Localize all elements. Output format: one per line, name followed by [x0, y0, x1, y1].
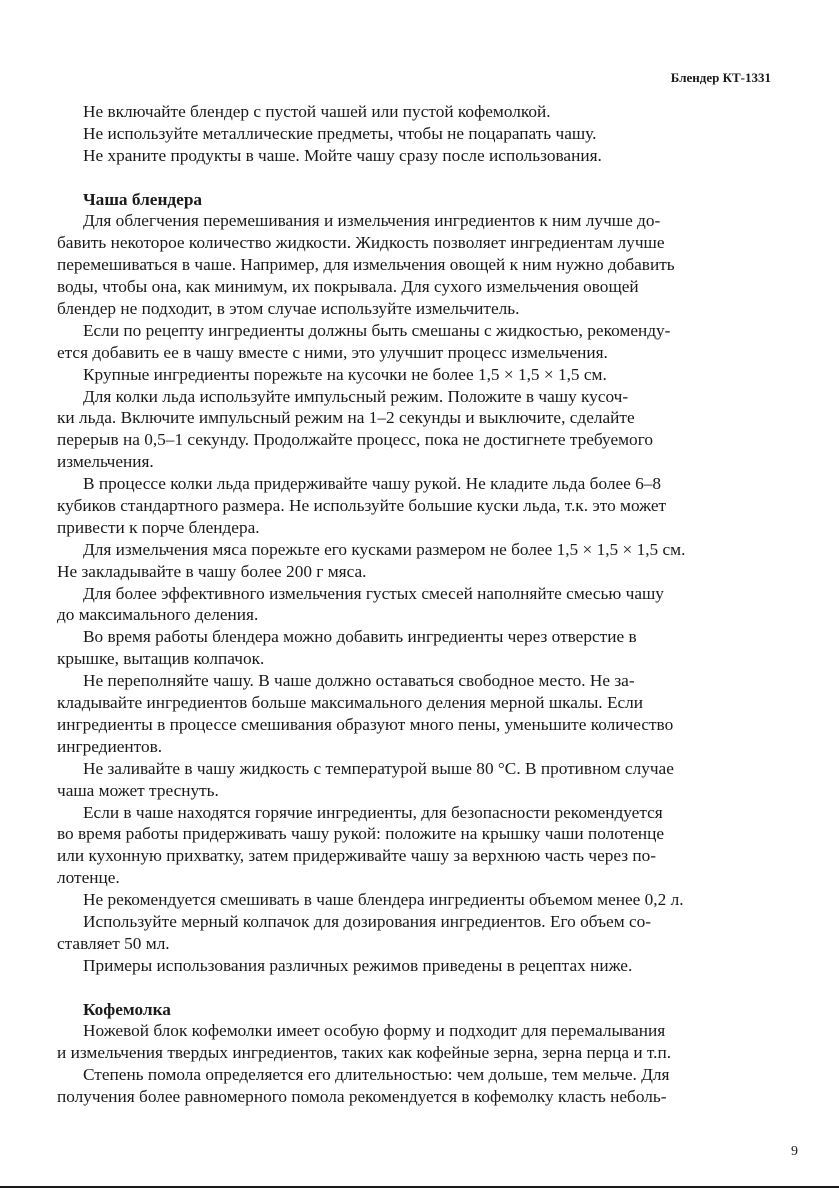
- bottom-rule: [0, 1186, 839, 1188]
- text-line: Не закладывайте в чашу более 200 г мяса.: [57, 561, 367, 581]
- paragraph-gap: [57, 167, 773, 189]
- text-line: до максимального деления.: [57, 605, 259, 625]
- section-heading-blender: Чаша блендера: [83, 189, 203, 209]
- text-line: Для более эффективного измельчения густых смесей наполняйте смесью чашу: [83, 583, 664, 603]
- text-line: привести к порче блендера.: [57, 517, 260, 537]
- text-line: ставляет 50 мл.: [57, 933, 170, 953]
- text-line: или кухонную прихватку, затем придерживайте чашу за верхнюю часть через по-: [57, 846, 657, 866]
- text-line: кладывайте ингредиентов больше максимального деления мерной шкалы. Если: [57, 693, 644, 713]
- text-line: Используйте мерный колпачок для дозирования ингредиентов. Его объем со-: [83, 911, 652, 931]
- text-line: Если в чаше находятся горячие ингредиенты, для безопасности рекомендуется: [83, 802, 663, 822]
- text-line: Не переполняйте чашу. В чаше должно оставаться свободное место. Не за-: [83, 671, 635, 691]
- text-line: измельчения.: [57, 452, 154, 472]
- text-line: блендер не подходит, в этом случае используйте измельчитель.: [57, 299, 520, 319]
- text-line: бавить некоторое количество жидкости. Жидкость позволяет ингредиентам лучше: [57, 233, 665, 253]
- text-line: Степень помола определяется его длительностью: чем дольше, тем мельче. Для: [83, 1065, 670, 1085]
- text-line: перемешиваться в чаше. Например, для измельчения овощей к ним нужно добавить: [57, 255, 675, 275]
- text-line: Для измельчения мяса порежьте его кусками размером не более 1,5 × 1,5 × 1,5 см.: [83, 539, 686, 559]
- text-line: Не включайте блендер с пустой чашей или пустой кофемолкой.: [83, 102, 551, 121]
- text-line: Для облегчения перемешивания и измельчения ингредиентов к ним лучше до-: [83, 211, 661, 231]
- running-header: Блендер КТ-1331: [670, 70, 771, 85]
- text-line: и измельчения твердых ингредиентов, таких как кофейные зерна, зерна перца и т.п.: [57, 1043, 672, 1063]
- text-line: ки льда. Включите импульсный режим на 1–2 секунды и выключите, сделайте: [57, 408, 635, 428]
- text-line: кубиков стандартного размера. Не используйте большие куски льда, т.к. это может: [57, 496, 667, 516]
- text-line: Не используйте металлические предметы, чтобы не поцарапать чашу.: [83, 123, 597, 143]
- text-line: получения более равномерного помола рекомендуется в кофемолку класть неболь-: [57, 1087, 667, 1107]
- text-line: ингредиенты в процессе смешивания образуют много пены, уменьшите количество: [57, 714, 674, 734]
- section-heading-grinder: Кофемолка: [83, 999, 171, 1019]
- text-line: Не храните продукты в чаше. Мойте чашу сразу после использования.: [83, 145, 602, 165]
- text-line: чаша может треснуть.: [57, 780, 219, 800]
- text-line: лотенце.: [57, 868, 120, 888]
- text-line: перерыв на 0,5–1 секунду. Продолжайте процесс, пока не достигнете требуемого: [57, 430, 653, 450]
- text-line: Для колки льда используйте импульсный режим. Положите в чашу кусоч-: [83, 386, 629, 406]
- text-line: Не заливайте в чашу жидкость с температурой выше 80 °С. В противном случае: [83, 758, 674, 778]
- text-line: В процессе колки льда придерживайте чашу рукой. Не кладите льда более 6–8: [83, 474, 662, 494]
- page-body: [57, 101, 773, 1108]
- text-line: Не рекомендуется смешивать в чаше блендера ингредиенты объемом менее 0,2 л.: [83, 890, 684, 910]
- text-line: Крупные ингредиенты порежьте на кусочки не более 1,5 × 1,5 × 1,5 см.: [83, 364, 607, 384]
- text-line: Ножевой блок кофемолки имеет особую форму и подходит для перемалывания: [83, 1021, 666, 1041]
- text-line: во время работы придерживать чашу рукой: положите на крышку чаши полотенце: [57, 824, 665, 844]
- text-line: Во время работы блендера можно добавить ингредиенты через отверстие в: [83, 627, 637, 647]
- text-line: Если по рецепту ингредиенты должны быть смешаны с жидкостью, рекоменду-: [83, 320, 671, 340]
- text-line: ингредиентов.: [57, 736, 163, 756]
- text-line: ется добавить ее в чашу вместе с ними, это улучшит процесс измельчения.: [57, 342, 608, 362]
- paragraph-gap: [57, 977, 773, 999]
- text-line: крышке, вытащив колпачок.: [57, 649, 265, 669]
- page-number: 9: [791, 1144, 798, 1159]
- text-line: Примеры использования различных режимов приведены в рецептах ниже.: [83, 955, 633, 975]
- text-line: воды, чтобы она, как минимум, их покрывала. Для сухого измельчения овощей: [57, 277, 639, 297]
